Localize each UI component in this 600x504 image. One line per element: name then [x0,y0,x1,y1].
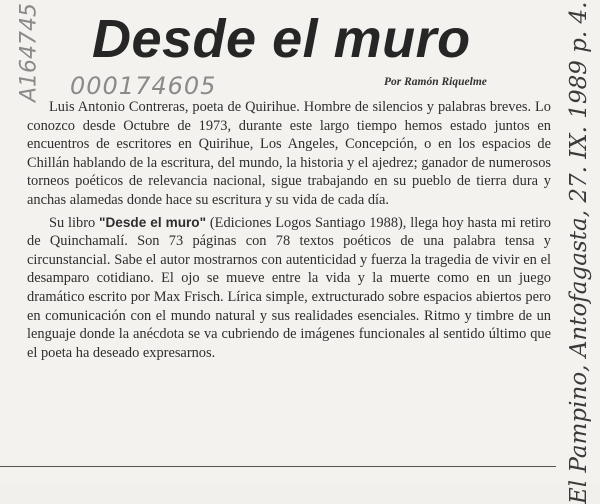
paragraph-2-rest: (Ediciones Logos Santiago 1988), llega hoy hasta mi retiro de Quinchamalí. Son 73 páginas con 78 textos poéticos de una palabra tensa y circunstancial. Sabe el autor mostrarnos con autenticidad y fuerza la tragedia de vivir en el desamparo cotidiano. El ojo se mueve entre la vida y la muerte como en un juego dramático escrito por Max Frisch. Lírica simple, extructurado sobre espacios abiertos pero en comunicación con el mundo natural y sus realidades esenciales. Ritmo y timbre de un lenguaje donde la anécdota se va cubriendo de imágenes funcionales al sentido último que el poeta ha deseado expresarnos. [27,214,551,361]
source-annotation: El Pampino, Antofagasta, 27. IX. 1989 p. 4. [566,1,592,504]
catalog-code-annotation: A164745 [16,2,42,103]
paragraph-2-lead: Su libro [49,214,100,231]
bottom-rule [0,466,556,467]
article-title: Desde el muro [92,9,471,69]
article-byline: Por Ramón Riquelme [384,76,487,88]
book-title: "Desde el muro" [99,214,207,230]
record-number-annotation: 000174605 [70,72,217,100]
paragraph-2 [27,214,551,363]
paragraph-1: Luis Antonio Contreras, poeta de Quirihue. Hombre de silencios y palabras breves. Lo conozco desde Octubre de 1973, durante este largo tiempo hemos estado juntos en encuentros de escritores en Quirihue, Los Angeles, Concepción, o en los espacios de Chillán hablando de la escritura, del mundo, la historia y el ajedrez; ganador de numerosos torneos poéticos de relevancia nacional, sigue trabajando en su pueblo de tierra dura y anchas alamedas donde hace su escritura y su vida de cada día. [27,99,551,208]
article-body [27,98,551,362]
